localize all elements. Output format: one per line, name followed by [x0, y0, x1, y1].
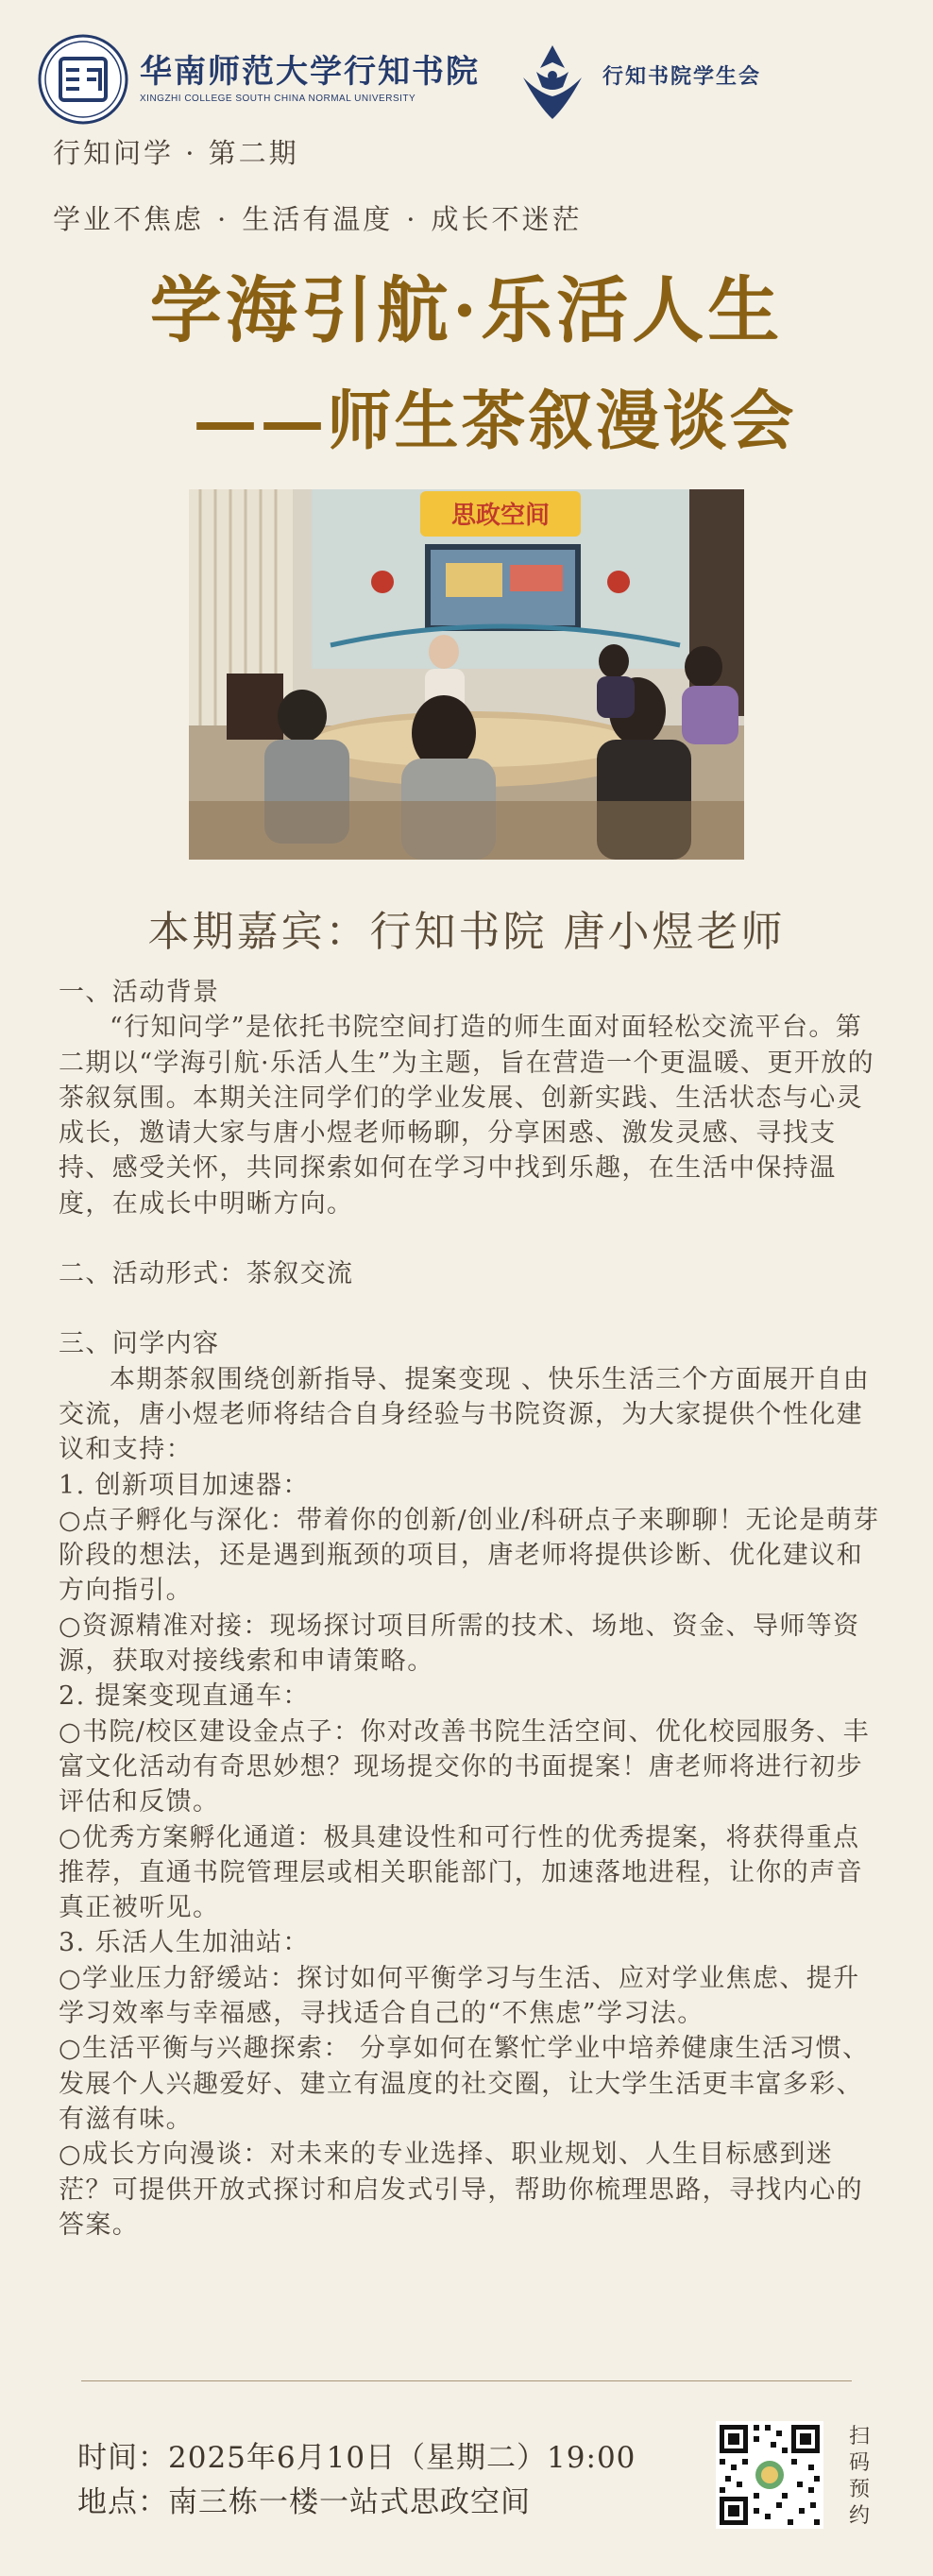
footer-divider	[81, 2380, 852, 2381]
list-item: ○书院/校区建设金点子：你对改善书院生活空间、优化校园服务、丰富文化活动有奇思妙想？现场提交你的书面提案！唐老师将进行初步评估和反馈。	[59, 1716, 871, 1817]
slogan: 学业不焦虑 · 生活有温度 · 成长不迷茫	[53, 198, 582, 237]
event-photo	[189, 489, 744, 860]
student-union-logo	[510, 40, 595, 128]
issue-label: 行知问学 · 第二期	[53, 137, 299, 169]
section-heading-background: 一、活动背景	[59, 978, 220, 1007]
university-logo	[38, 34, 128, 128]
sub-title: ——师生茶叙漫谈会	[193, 384, 797, 459]
list-item: ○学业压力舒缓站：探讨如何平衡学习与生活、应对学业焦虑、提升学习效率与幸福感，寻找适合自己的“不焦虑”学习法。	[59, 1963, 860, 2029]
header	[0, 0, 933, 132]
list-item: ○点子孵化与深化：带着你的创新/创业/科研点子来聊聊！无论是萌芽阶段的想法，还是遇到瓶颈的项目，唐老师将提供诊断、优化建议和方向指引。	[59, 1505, 880, 1606]
university-name-en: XINGZHI COLLEGE SOUTH CHINA NORMAL UNIVERSITY	[140, 94, 416, 104]
student-union-name: 行知书院学生会	[602, 64, 762, 89]
list-item: ○生活平衡与兴趣探索： 分享如何在繁忙学业中培养健康生活习惯、发展个人兴趣爱好、建立有温度的社交圈，让大学生活更丰富多彩、有滋有味。	[59, 2034, 870, 2134]
section-heading-content: 三、问学内容	[59, 1329, 220, 1359]
event-location: 地点：南三栋一楼一站式思政空间	[77, 2485, 531, 2519]
event-time: 时间：2025年6月10日（星期二）19:00	[77, 2441, 636, 2475]
background-paragraph: “行知问学”是依托书院空间打造的师生面对面轻松交流平台。第二期以“学海引航·乐活人生”为主题，旨在营造一个更温暖、更开放的茶叙氛围。本期关注同学们的学业发展、创新实践、生活状态与心灵成长，邀请大家与唐小煜老师畅聊，分享困惑、激发灵感、寻找支持、感受关怀，共同探索如何在学习中找到乐趣，在生活中保持温度，在成长中明晰方向。	[59, 1013, 874, 1219]
qr-code[interactable]	[716, 2421, 823, 2529]
list-item: ○优秀方案孵化通道：极具建设性和可行性的优秀提案，将获得重点推荐，直通书院管理层或相关职能部门，加速落地进程，让你的声音真正被听见。	[59, 1822, 863, 1923]
university-name-cn: 华南师范大学行知书院	[140, 53, 480, 91]
slogan-item: 生活有温度	[242, 203, 394, 235]
main-title: 学海引航·乐活人生	[149, 268, 784, 352]
event-description	[59, 975, 880, 2243]
section-heading-format: 二、活动形式：茶叙交流	[59, 1259, 354, 1289]
slogan-item: 成长不迷茫	[431, 203, 583, 235]
list-item: ○成长方向漫谈：对未来的专业选择、职业规划、人生目标感到迷茫？可提供开放式探讨和启发式引导，帮助你梳理思路，寻找内心的答案。	[59, 2140, 863, 2240]
guest-announcement: 本期嘉宾：行知书院 唐小煜老师	[147, 908, 786, 956]
university-name	[140, 45, 480, 104]
scan-to-book-label: 扫 码 预 约	[848, 2425, 870, 2528]
list-item: ○资源精准对接：现场探讨项目所需的技术、场地、资金、导师等资源，获取对接线索和申请策略。	[59, 1611, 860, 1677]
slogan-item: 学业不焦虑	[53, 203, 205, 235]
item-title: 1. 创新项目加速器：	[59, 1470, 310, 1500]
photo-wall-sign: 思政空间	[450, 502, 551, 530]
content-intro: 本期茶叙围绕创新指导、提案变现 、快乐生活三个方面展开自由交流，唐小煜老师将结合自身经验与书院资源，为大家提供个性化建议和支持：	[59, 1364, 871, 1465]
item-title: 2. 提案变现直通车：	[59, 1681, 310, 1712]
item-title: 3. 乐活人生加油站：	[59, 1928, 310, 1958]
